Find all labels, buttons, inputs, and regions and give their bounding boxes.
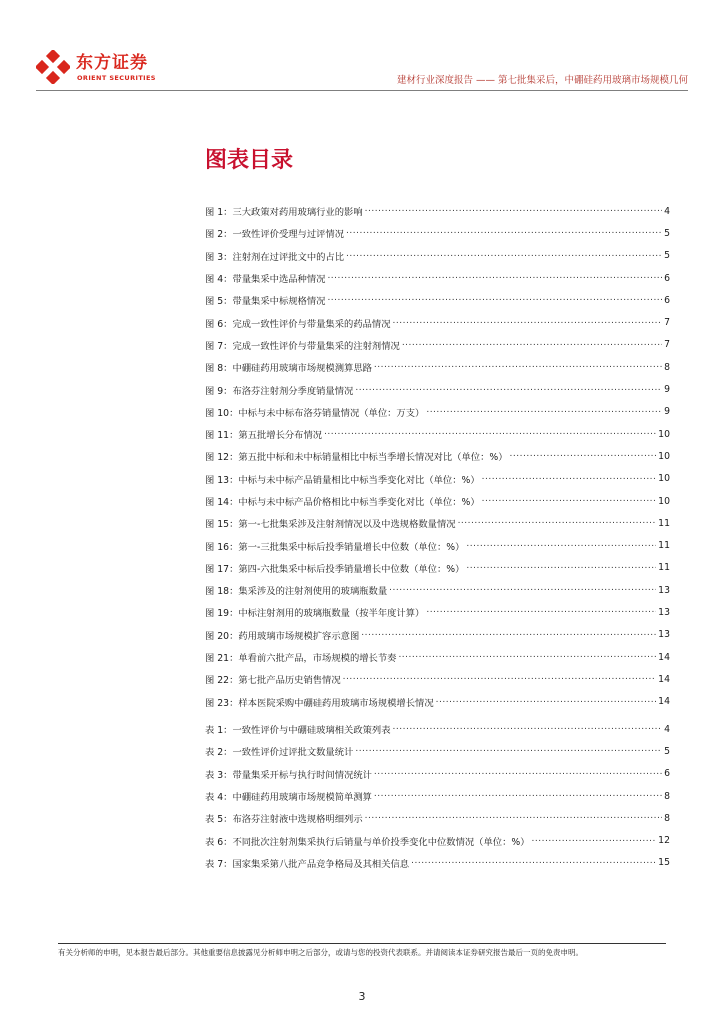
dot-leader [393, 724, 663, 734]
figure-entry[interactable] [205, 691, 670, 713]
dot-leader [426, 607, 656, 617]
figure-entry[interactable] [205, 490, 670, 512]
table-entry[interactable] [205, 740, 670, 762]
table-entry-label: 表 4：中硼硅药用玻璃市场规模简单测算 [205, 792, 372, 804]
figure-entry-label: 图 18：集采涉及的注射剂使用的玻璃瓶数量 [205, 586, 388, 598]
disclaimer-text: 有关分析师的申明，见本报告最后部分。其他重要信息披露见分析师申明之后部分，或请与您的投资代表联系。并请阅读本证券研究报告最后一页的免责申明。 [58, 948, 583, 957]
figure-entry-page: 14 [658, 673, 670, 685]
dot-leader [343, 674, 657, 684]
figure-entry-label: 图 8：中硼硅药用玻璃市场规模测算思路 [205, 363, 372, 375]
figure-entry-label: 图 14：中标与未中标产品价格相比中标当季变化对比（单位：%） [205, 497, 480, 508]
dot-leader [458, 518, 657, 528]
dot-leader [426, 407, 662, 417]
figure-entry-page: 13 [658, 629, 670, 641]
figure-entry[interactable] [205, 468, 670, 490]
figure-entry-page: 10 [658, 450, 670, 462]
figure-entry-page: 9 [664, 384, 670, 396]
figure-entry-label: 图 9：布洛芬注射剂分季度销量情况 [205, 385, 354, 397]
page-number: 3 [358, 990, 366, 1003]
figure-entry-page: 14 [658, 696, 670, 708]
figure-entry-label: 图 17：第四-六批集采中标后投季销量增长中位数（单位：%） [205, 563, 465, 575]
figure-entry-label: 图 20：药用玻璃市场规模扩容示意图 [205, 630, 360, 642]
table-entry-page: 5 [664, 745, 670, 757]
dot-leader [327, 295, 662, 305]
header-divider [36, 90, 688, 91]
figure-entry-page: 5 [664, 227, 670, 239]
figure-entry-page: 11 [658, 517, 670, 529]
figure-entry[interactable] [205, 624, 670, 646]
table-entry-page: 4 [664, 723, 670, 735]
figure-entry-label: 图 15：第一-七批集采涉及注射剂情况以及中选规格数量情况 [205, 519, 456, 531]
figure-entry-label: 图 11：第五批增长分布情况 [205, 430, 323, 442]
figure-entry[interactable] [205, 512, 670, 534]
dot-leader [510, 451, 657, 461]
figure-entry-label: 图 16：第一-三批集采中标后投季销量增长中位数（单位：%） [205, 541, 465, 553]
figure-entry[interactable] [205, 289, 670, 311]
figure-entry-label: 图 3：注射剂在过评批文中的占比 [205, 251, 345, 263]
dot-leader [365, 813, 662, 823]
table-entry-label: 表 2：一致性评价过评批文数量统计 [205, 747, 354, 759]
table-entry-page: 12 [658, 835, 670, 847]
figure-entry[interactable] [205, 311, 670, 333]
table-entry-label: 表 7：国家集采第八批产品竞争格局及其相关信息 [205, 858, 410, 870]
figure-entry-page: 11 [658, 540, 670, 552]
figure-entry-label: 图 19：中标注射剂用的玻璃瓶数量（按半年度计算） [205, 608, 425, 620]
logo-chinese-name: 东方证券 [76, 53, 148, 73]
figure-entry-label: 图 22：第七批产品历史销售情况 [205, 675, 341, 687]
figure-entry[interactable] [205, 334, 670, 356]
orient-securities-logo-icon [36, 50, 70, 84]
table-entry-label: 表 6：不同批次注射剂集采执行后销量与单价投季变化中位数情况（单位：%） [205, 836, 530, 848]
table-entry[interactable] [205, 785, 670, 807]
dot-leader [374, 362, 662, 372]
dot-leader [365, 206, 662, 216]
figure-entry[interactable] [205, 423, 670, 445]
figure-entry-page: 10 [658, 428, 670, 440]
figure-entry-label: 图 7：完成一致性评价与带量集采的注射剂情况 [205, 340, 400, 352]
table-entry-page: 6 [664, 768, 670, 780]
figure-entry[interactable] [205, 356, 670, 378]
dot-leader [466, 541, 656, 551]
dot-leader [411, 858, 656, 868]
figure-entry-label: 图 23：样本医院采购中硼硅药用玻璃市场规模增长情况 [205, 697, 434, 709]
figure-entry[interactable] [205, 668, 670, 690]
figure-entry[interactable] [205, 378, 670, 400]
figure-entry-page: 8 [664, 361, 670, 373]
table-entry[interactable] [205, 852, 670, 874]
figure-list [205, 200, 670, 713]
figure-entry-label: 图 6：完成一致性评价与带量集采的药品情况 [205, 318, 391, 330]
figure-entry[interactable] [205, 646, 670, 668]
table-entry[interactable] [205, 807, 670, 829]
dot-leader [389, 585, 656, 595]
dot-leader [393, 318, 663, 328]
dot-leader [374, 791, 662, 801]
figure-entry-page: 9 [664, 406, 670, 418]
dot-leader [346, 228, 662, 238]
figure-entry[interactable] [205, 401, 670, 423]
figure-entry[interactable] [205, 222, 670, 244]
figure-entry[interactable] [205, 601, 670, 623]
dot-leader [402, 340, 662, 350]
figure-entry[interactable] [205, 445, 670, 467]
figure-entry-page: 14 [658, 651, 670, 663]
figure-entry-label: 图 1：三大政策对药用玻璃行业的影响 [205, 207, 363, 219]
figure-entry-label: 图 12：第五批中标和未中标销量相比中标当季增长情况对比（单位：%） [205, 452, 508, 464]
table-entry[interactable] [205, 829, 670, 851]
dot-leader [324, 429, 656, 439]
figure-entry-label: 图 2：一致性评价受理与过评情况 [205, 229, 345, 241]
figure-entry[interactable] [205, 200, 670, 222]
table-entry-page: 15 [658, 857, 670, 869]
figure-entry-page: 7 [664, 317, 670, 329]
figure-entry-label: 图 10：中标与未中标布洛芬销量情况（单位：万支） [205, 407, 425, 419]
figure-entry[interactable] [205, 267, 670, 289]
figure-entry-page: 13 [658, 606, 670, 618]
dot-leader [346, 251, 662, 261]
figure-entry-page: 13 [658, 584, 670, 596]
table-entry-label: 表 5：布洛芬注射液中选规格明细列示 [205, 814, 363, 826]
table-entry-label: 表 1：一致性评价与中硼硅玻璃相关政策列表 [205, 725, 391, 737]
dot-leader [532, 836, 657, 846]
figure-entry-page: 6 [664, 294, 670, 306]
figure-entry-page: 10 [658, 473, 670, 485]
figure-entry-page: 4 [664, 205, 670, 217]
figure-entry[interactable] [205, 245, 670, 267]
figure-entry-label: 图 13：中标与未中标产品销量相比中标当季变化对比（单位：%） [205, 474, 480, 486]
figure-entry-label: 图 21：单看前六批产品，市场规模的增长节奏 [205, 653, 397, 665]
figure-entry[interactable] [205, 557, 670, 579]
dot-leader [361, 630, 656, 640]
table-entry-page: 8 [664, 812, 670, 824]
figure-entry-page: 10 [658, 495, 670, 507]
logo-english-name: ORIENT SECURITIES [77, 74, 156, 82]
table-list [205, 718, 670, 874]
figure-entry-page: 7 [664, 339, 670, 351]
table-entry-label: 表 3：带量集采开标与执行时间情况统计 [205, 769, 372, 781]
figure-entry[interactable] [205, 579, 670, 601]
figure-entry[interactable] [205, 534, 670, 556]
dot-leader [355, 385, 662, 395]
dot-leader [466, 563, 656, 573]
figure-entry-page: 5 [664, 250, 670, 262]
dot-leader [482, 496, 657, 506]
footer-divider [58, 943, 666, 944]
table-entry[interactable] [205, 763, 670, 785]
table-entry[interactable] [205, 718, 670, 740]
dot-leader [482, 474, 657, 484]
figure-entry-page: 6 [664, 272, 670, 284]
dot-leader [355, 746, 662, 756]
report-title: 建材行业深度报告 —— 第七批集采后，中硼硅药用玻璃市场规模几何 [396, 75, 688, 86]
dot-leader [398, 652, 656, 662]
dot-leader [436, 697, 657, 707]
table-entry-page: 8 [664, 790, 670, 802]
dot-leader [374, 769, 662, 779]
figure-entry-page: 11 [658, 562, 670, 574]
toc-title: 图表目录 [205, 148, 294, 173]
dot-leader [327, 273, 662, 283]
figure-entry-label: 图 4：带量集采中选品种情况 [205, 274, 326, 286]
figure-entry-label: 图 5：带量集采中标规格情况 [205, 296, 326, 308]
